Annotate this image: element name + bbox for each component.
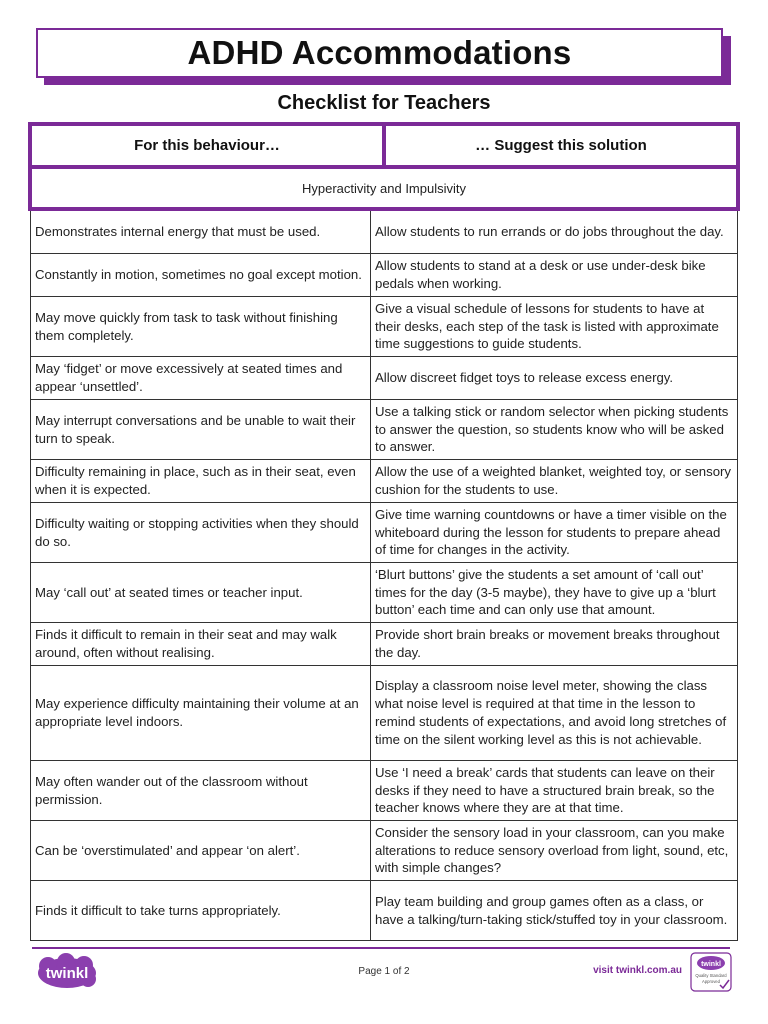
table-row: [31, 623, 737, 666]
behaviour-cell: Demonstrates internal energy that must be used.: [31, 211, 371, 253]
behaviour-cell: Constantly in motion, sometimes no goal except motion.: [31, 254, 371, 296]
behaviour-cell: May often wander out of the classroom without permission.: [31, 761, 371, 820]
solution-cell: Give a visual schedule of lessons for students to have at their desks, each step of the task is listed with approximate time suggestions to guide students.: [375, 300, 719, 352]
table-row: [31, 297, 737, 357]
solution-cell: ‘Blurt buttons’ give the students a set amount of ‘call out’ times for the day (3-5 maybe), they have to give up a ‘blurt button’ each time and can only use that amount.: [375, 566, 716, 618]
footer-divider: [32, 947, 730, 949]
behaviour-cell: May interrupt conversations and be unable to wait their turn to speak.: [31, 400, 371, 459]
badge-logo-text: twinkl: [701, 961, 721, 968]
behaviour-cell: May ‘call out’ at seated times or teacher input.: [31, 563, 371, 622]
checklist-table: [28, 122, 740, 941]
table-row: [31, 881, 737, 941]
table-row: [31, 821, 737, 881]
behaviour-cell: Difficulty remaining in place, such as in their seat, even when it is expected.: [31, 460, 371, 502]
solution-cell: Use a talking stick or random selector when picking students to answer the question, so students know who will be asked to answer.: [375, 403, 729, 455]
solution-cell: Allow students to run errands or do jobs throughout the day.: [375, 224, 724, 240]
badge-line2: Approved: [702, 979, 720, 984]
behaviour-cell: May ‘fidget’ or move excessively at seated times and appear ‘unsettled’.: [31, 357, 371, 399]
behaviour-cell: May move quickly from task to task without finishing them completely.: [31, 297, 371, 356]
solution-cell: Play team building and group games often as a class, or have a talking/turn-taking stick/stuffed toy in your classroom.: [375, 893, 728, 927]
column-header-behaviour: For this behaviour…: [32, 126, 382, 165]
solution-cell: Give time warning countdowns or have a timer visible on the whiteboard during the lesson for students to prepare ahead of time for changes in the activity.: [375, 506, 727, 558]
solution-cell: Display a classroom noise level meter, showing the class what noise level is required at that time in the lesson to remind students of expectations, and avoid long stretches of time on the silent working level as this is not achievable.: [375, 678, 727, 747]
solution-cell: Allow the use of a weighted blanket, weighted toy, or sensory cushion for the students to use.: [375, 464, 732, 497]
solution-cell: Use ‘I need a break’ cards that students can leave on their desks if they need to have a structured brain break, so the teacher knows where they are at that time.: [375, 764, 715, 816]
page-subtitle: Checklist for Teachers: [277, 92, 491, 114]
behaviour-cell: Can be ‘overstimulated’ and appear ‘on alert’.: [31, 821, 371, 880]
logo-text: twinkl: [45, 965, 89, 982]
title-banner: [36, 28, 731, 85]
table-row: [31, 503, 737, 563]
visit-link[interactable]: visit twinkl.com.au: [593, 965, 682, 976]
behaviour-cell: May experience difficulty maintaining their volume at an appropriate level indoors.: [31, 666, 371, 760]
table-row: [31, 666, 737, 761]
table-row: [31, 400, 737, 460]
title-box: [36, 28, 723, 78]
solution-cell: Allow students to stand at a desk or use under-desk bike pedals when working.: [375, 258, 706, 291]
table-row: [31, 460, 737, 503]
behaviour-cell: Difficulty waiting or stopping activities when they should do so.: [31, 503, 371, 562]
behaviour-cell: Finds it difficult to take turns appropriately.: [31, 881, 371, 940]
table-row: [31, 254, 737, 297]
page-title: ADHD Accommodations: [187, 34, 572, 71]
section-heading: Hyperactivity and Impulsivity: [28, 169, 740, 211]
badge-line1: Quality Standard: [695, 973, 727, 978]
table-body: [30, 211, 738, 941]
table-row: [31, 357, 737, 400]
table-row: [31, 211, 737, 254]
column-header-solution: … Suggest this solution: [386, 126, 736, 165]
page-number: Page 1 of 2: [358, 966, 410, 977]
table-header: [28, 122, 740, 169]
table-row: [31, 563, 737, 623]
behaviour-cell: Finds it difficult to remain in their seat and may walk around, often without realising.: [31, 623, 371, 665]
solution-cell: Allow discreet fidget toys to release excess energy.: [375, 370, 674, 386]
table-row: [31, 761, 737, 821]
quality-badge-icon: [690, 952, 732, 992]
solution-cell: Consider the sensory load in your classroom, can you make alterations to reduce sensory overload from light, sound, etc, with simple changes?: [375, 824, 729, 876]
solution-cell: Provide short brain breaks or movement breaks throughout the day.: [375, 627, 720, 660]
